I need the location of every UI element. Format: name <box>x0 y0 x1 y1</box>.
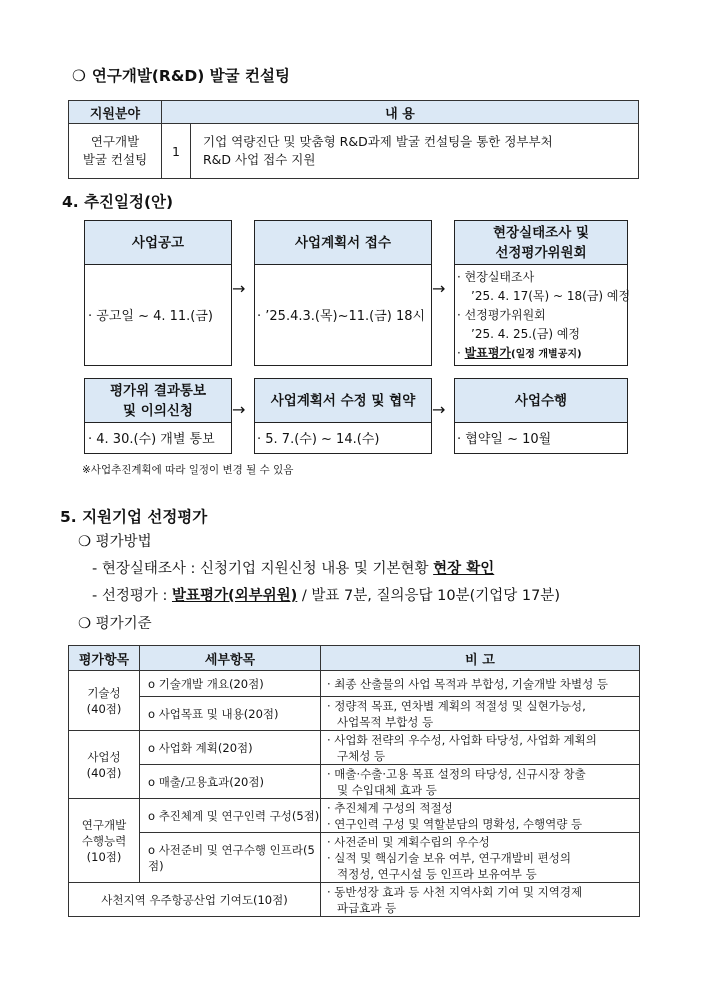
header-category: 평가항목 <box>69 646 140 671</box>
field-line: 연구개발 <box>90 134 140 149</box>
header-content: 내 용 <box>162 101 639 124</box>
category-line: (10점) <box>86 849 122 864</box>
eval-method-heading <box>78 530 152 551</box>
presentation-note: (일정 개별공지) <box>511 349 582 360</box>
step-onsite-title-line: 선정평가위원회 <box>495 245 587 261</box>
arrow-right-icon: → <box>432 400 446 419</box>
remarks-line: 적정성, 연구시설 등 인프라 보유여부 등 <box>337 866 537 881</box>
content-cell <box>191 124 639 179</box>
evaluation-section-title: 5. 지원기업 선정평가 <box>60 508 208 526</box>
table-row <box>69 671 640 697</box>
rd-support-table <box>68 100 639 179</box>
step-revise-content: · 5. 7.(수) ~ 14.(수) <box>257 432 380 447</box>
category-cell: 사천지역 우주항공산업 기여도(10점) <box>69 883 321 917</box>
step-presentation-line: · 발표평가(일정 개별공지) <box>457 346 582 360</box>
table-row <box>69 697 640 731</box>
eval-method-line-2 <box>92 584 560 605</box>
remarks-cell <box>321 883 640 917</box>
rd-section-title <box>72 64 290 86</box>
remarks-line: 구체성 등 <box>337 748 386 763</box>
eval-method-line-1-prefix: - 현장실태조사 : 신청기업 지원신청 내용 및 기본현황 <box>92 561 434 577</box>
step-execute-title: 사업수행 <box>514 393 568 409</box>
remarks-cell <box>321 731 640 765</box>
rd-section-title-text: 연구개발(R&D) 발굴 컨설팅 <box>91 67 290 85</box>
detail-cell: o 사업목표 및 내용(20점) <box>140 697 321 731</box>
step-plan-submit-header <box>254 220 432 266</box>
remarks-line: · 연구인력 구성 및 역할분담의 명확성, 수행역량 등 <box>327 816 583 831</box>
step-result-header <box>84 378 232 424</box>
remarks-line: · 추진체계 구성의 적절성 <box>327 800 453 815</box>
circle-bullet-icon: ❍ <box>78 616 91 632</box>
category-line: 기술성 <box>87 685 121 700</box>
step-plan-submit-content: · ’25.4.3.(목)~11.(금) 18시 <box>257 309 426 324</box>
arrow-right-icon: → <box>232 279 246 298</box>
step-plan-submit-title: 사업계획서 접수 <box>295 235 391 251</box>
eval-criteria-heading <box>78 612 152 633</box>
step-announce-title: 사업공고 <box>131 235 185 251</box>
category-cell <box>69 799 140 883</box>
step-result-title-line: 및 이의신청 <box>123 403 193 419</box>
step-onsite-title-line: 현장실태조사 및 <box>493 225 589 241</box>
detail-cell: o 매출/고용효과(20점) <box>140 765 321 799</box>
step-result-content: · 4. 30.(수) 개별 통보 <box>88 432 215 447</box>
category-cell <box>69 671 140 731</box>
step-announce-content: · 공고일 ~ 4. 11.(금) <box>88 309 214 324</box>
remarks-line: · 동반성장 효과 등 사천 지역사회 기여 및 지역경제 <box>327 884 583 899</box>
category-line: 사업성 <box>87 749 121 764</box>
evaluation-criteria-table <box>68 645 640 917</box>
header-field: 지원분야 <box>69 101 162 124</box>
eval-method-line-1-emph: 현장 확인 <box>433 561 495 577</box>
remarks-line: 파급효과 등 <box>337 900 397 915</box>
remarks-cell <box>321 833 640 883</box>
table-row <box>69 883 640 917</box>
remarks-line: 사업목적 부합성 등 <box>337 714 434 729</box>
header-remarks: 비 고 <box>321 646 640 671</box>
step-onsite-header <box>454 220 628 266</box>
eval-method-line-2-suffix: / 발표 7분, 질의응답 10분(기업당 17분) <box>297 588 560 604</box>
eval-method-line-2-emph: 발표평가(외부위원) <box>171 588 298 604</box>
remarks-line: · 사전준비 및 계획수립의 우수성 <box>327 834 490 849</box>
field-line: 발굴 컨설팅 <box>82 152 148 167</box>
step-onsite-line: ’25. 4. 25.(금) 예정 <box>471 327 581 341</box>
category-line: 연구개발 <box>81 817 127 832</box>
presentation-label: 발표평가 <box>464 346 512 360</box>
remarks-cell <box>321 799 640 833</box>
step-onsite-content <box>457 268 630 364</box>
arrow-right-icon: → <box>232 400 246 419</box>
category-line: 수행능력 <box>81 833 127 848</box>
table-row <box>69 833 640 883</box>
remarks-cell <box>321 671 640 697</box>
circle-bullet-icon: ❍ <box>72 67 86 85</box>
category-line: (40점) <box>86 701 122 716</box>
category-line: (40점) <box>86 765 122 780</box>
remarks-cell <box>321 765 640 799</box>
remarks-line: · 매출·수출·고용 목표 설정의 타당성, 신규시장 창출 <box>327 766 586 781</box>
arrow-right-icon: → <box>432 279 446 298</box>
step-onsite-line: · 선정평가위원회 <box>457 308 546 322</box>
step-onsite-line: · 현장실태조사 <box>457 270 535 284</box>
remarks-line: · 사업화 전략의 우수성, 사업화 타당성, 사업화 계획의 <box>327 732 597 747</box>
detail-cell: o 추진체계 및 연구인력 구성(5점) <box>140 799 321 833</box>
count-cell: 1 <box>162 124 191 179</box>
eval-method-title: 평가방법 <box>95 534 152 550</box>
table-row <box>69 731 640 765</box>
schedule-note: ※사업추진계획에 따라 일정이 변경 될 수 있음 <box>82 464 294 476</box>
remarks-line: 및 수입대체 효과 등 <box>337 782 437 797</box>
schedule-section-title: 4. 추진일정(안) <box>62 193 174 211</box>
remarks-line: · 정량적 목표, 연차별 계획의 적절성 및 실현가능성, <box>327 698 586 713</box>
content-line: 기업 역량진단 및 맞춤형 R&D과제 발굴 컨설팅을 통한 정부부처 <box>203 134 553 149</box>
remarks-line: · 실적 및 핵심기술 보유 여부, 연구개발비 편성의 <box>327 850 571 865</box>
detail-cell: o 사전준비 및 연구수행 인프라(5점) <box>140 833 321 883</box>
step-revise-header <box>254 378 432 424</box>
step-revise-title: 사업계획서 수정 및 협약 <box>270 393 416 409</box>
detail-cell: o 기술개발 개요(20점) <box>140 671 321 697</box>
eval-method-line-1 <box>92 557 494 578</box>
table-row <box>69 765 640 799</box>
step-execute-header <box>454 378 628 424</box>
step-announce-header <box>84 220 232 266</box>
remarks-cell <box>321 697 640 731</box>
content-line: R&D 사업 접수 지원 <box>203 152 316 167</box>
step-onsite-line: ’25. 4. 17(목) ~ 18(금) 예정 <box>471 289 631 303</box>
step-execute-content: · 협약일 ~ 10월 <box>457 432 552 447</box>
field-cell <box>69 124 162 179</box>
header-detail: 세부항목 <box>140 646 321 671</box>
eval-method-line-2-prefix: - 선정평가 : <box>92 588 172 604</box>
circle-bullet-icon: ❍ <box>78 534 91 550</box>
remarks-line: · 최종 산출물의 사업 목적과 부합성, 기술개발 차별성 등 <box>327 676 608 691</box>
table-row <box>69 799 640 833</box>
step-result-title-line: 평가위 결과통보 <box>110 383 206 399</box>
category-cell <box>69 731 140 799</box>
eval-criteria-title: 평가기준 <box>95 616 152 632</box>
detail-cell: o 사업화 계획(20점) <box>140 731 321 765</box>
